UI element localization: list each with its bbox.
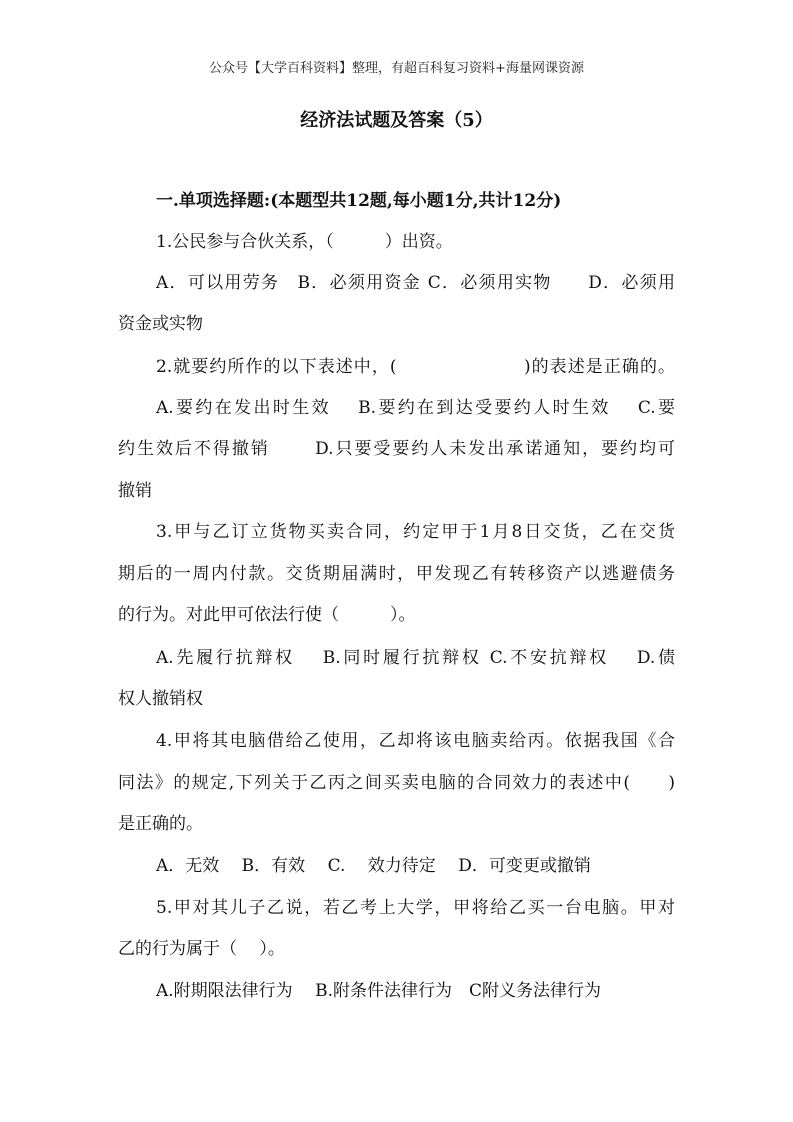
question-options: 约生效后不得撤销 D.只要受要约人未发出承诺通知，要约均可 (118, 439, 675, 459)
question-options: A.先履行抗辩权 B.同时履行抗辩权 C.不安抗辩权 D.债 (156, 648, 675, 668)
question-text: 4.甲将其电脑借给乙使用，乙却将该电脑卖给丙。依据我国《合 (156, 731, 675, 751)
question-text: 乙的行为属于（ ）。 (118, 939, 285, 959)
question-text: 3.甲与乙订立货物买卖合同，约定甲于1月8日交货，乙在交货 (156, 522, 675, 542)
question-text: 是正确的。 (118, 814, 203, 834)
page-header: 公众号【大学百科资料】整理，有超百科复习资料+海量网课资源 (209, 61, 584, 76)
question-options: 撤销 (118, 481, 152, 501)
question-text: 同法》的规定,下列关于乙丙之间买卖电脑的合同效力的表述中( ) (118, 773, 675, 793)
question-options: 权人撤销权 (118, 689, 203, 709)
question-options: A．可以用劳务 B．必须用资金 C．必须用实物 D．必须用 (156, 273, 675, 293)
question-options: A．无效 B．有效 C. 效力待定 D．可变更或撤销 (156, 856, 591, 876)
question-text: 期后的一周内付款。交货期届满时，甲发现乙有转移资产以逃避债务 (118, 564, 675, 584)
question-text: 5.甲对其儿子乙说，若乙考上大学，甲将给乙买一台电脑。甲对 (156, 898, 675, 918)
section-heading: 一.单项选择题:(本题型共12题,每小题1分,共计12分) (156, 191, 562, 211)
question-text: 2.就要约所作的以下表述中，( )的表述是正确的。 (156, 357, 675, 377)
question-options: A.附期限法律行为 B.附条件法律行为 C附义务法律行为 (156, 981, 601, 1001)
question-options: 资金或实物 (118, 314, 203, 334)
question-text: 的行为。对此甲可依法行使（ ）。 (118, 605, 416, 625)
question-options: A.要约在发出时生效 B.要约在到达受要约人时生效 C.要 (156, 398, 675, 418)
document-title: 经济法试题及答案（5） (300, 110, 493, 131)
question-text: 1.公民参与合伙关系，（ ）出资。 (156, 232, 453, 252)
